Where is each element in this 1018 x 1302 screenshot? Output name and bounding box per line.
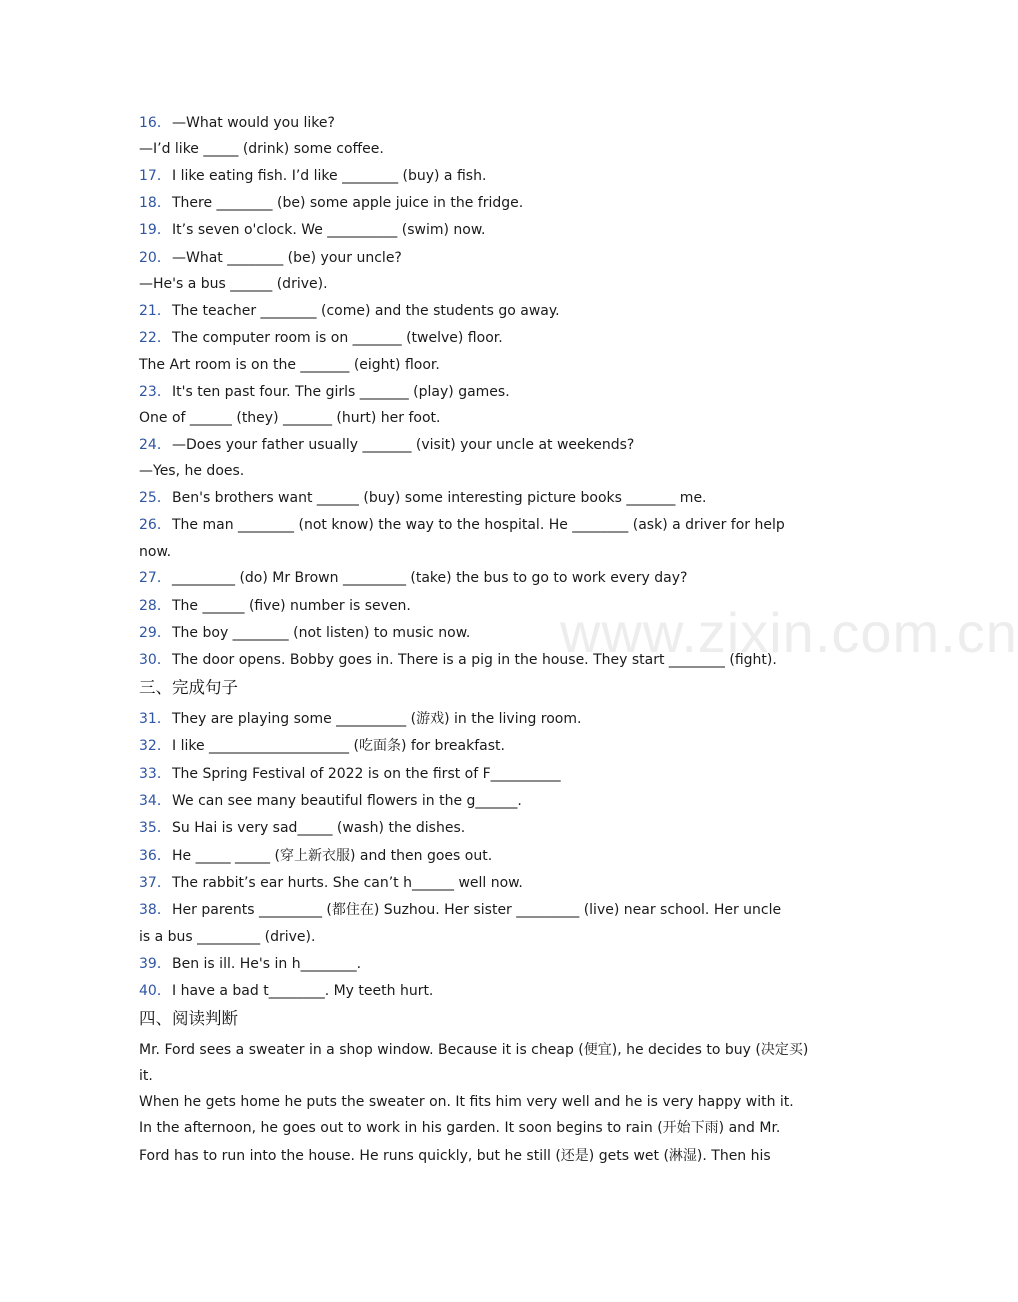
passage-line	[139, 1041, 809, 1059]
question-text: One of ______ (they) _______ (hurt) her foot.	[139, 410, 441, 426]
question-text: —What ________ (be) your uncle?	[172, 250, 402, 266]
question-text: The teacher ________ (come) and the students go away.	[172, 303, 560, 319]
question-number: 32．	[139, 738, 171, 754]
question-number: 22．	[139, 330, 171, 346]
question-text: now.	[139, 544, 172, 560]
question-number: 24．	[139, 437, 171, 453]
question-38-cont	[139, 928, 789, 946]
question-text: The boy ________ (not listen) to music now.	[172, 625, 471, 641]
question-20	[139, 249, 789, 267]
question-text: The computer room is on _______ (twelve) floor.	[172, 330, 503, 346]
question-number: 17．	[139, 168, 171, 184]
question-number: 31．	[139, 711, 171, 727]
question-text: He _____ _____ (穿上新衣服) and then goes out.	[172, 848, 493, 864]
question-23	[139, 383, 789, 401]
question-text: —Yes, he does.	[139, 463, 245, 479]
question-number: 30．	[139, 652, 171, 668]
question-number: 29．	[139, 625, 171, 641]
question-text: The ______ (five) number is seven.	[172, 598, 411, 614]
question-38	[139, 901, 789, 919]
question-number: 18．	[139, 195, 171, 211]
question-text: There ________ (be) some apple juice in the fridge.	[172, 195, 524, 211]
question-number: 21．	[139, 303, 171, 319]
question-23-cont	[139, 409, 789, 427]
question-text: —I’d like _____ (drink) some coffee.	[139, 141, 384, 157]
question-37	[139, 874, 789, 892]
question-22	[139, 329, 789, 347]
question-text: The Spring Festival of 2022 is on the first of F__________	[172, 766, 561, 782]
question-number: 37．	[139, 875, 171, 891]
question-text: is a bus _________ (drive).	[139, 929, 316, 945]
question-text: They are playing some __________ (游戏) in the living room.	[172, 711, 582, 727]
question-16-answer	[139, 140, 789, 158]
question-number: 33．	[139, 766, 171, 782]
question-31	[139, 710, 789, 728]
question-text: I like ____________________ (吃面条) for breakfast.	[172, 738, 505, 754]
question-40	[139, 982, 789, 1000]
question-number: 23．	[139, 384, 171, 400]
question-26	[139, 516, 789, 534]
question-27	[139, 569, 789, 587]
question-text: The door opens. Bobby goes in. There is a pig in the house. They start ________ (fight).	[172, 652, 777, 668]
passage-text: Mr. Ford sees a sweater in a shop window. Because it is cheap (便宜), he decides to buy (决定买)	[139, 1042, 809, 1058]
question-35	[139, 819, 789, 837]
question-33	[139, 765, 789, 783]
passage-text: it.	[139, 1068, 153, 1084]
passage-line	[139, 1119, 789, 1137]
question-32	[139, 737, 789, 755]
question-text: The Art room is on the _______ (eight) floor.	[139, 357, 440, 373]
question-number: 28．	[139, 598, 171, 614]
question-19	[139, 221, 789, 239]
question-number: 34．	[139, 793, 171, 809]
question-number: 27．	[139, 570, 171, 586]
question-29	[139, 624, 789, 642]
question-number: 20．	[139, 250, 171, 266]
section-title: 三、完成句子	[139, 678, 238, 697]
passage-text: In the afternoon, he goes out to work in his garden. It soon begins to rain (开始下雨) and Mr.	[139, 1120, 781, 1136]
question-text: I have a bad t________. My teeth hurt.	[172, 983, 434, 999]
question-30	[139, 651, 789, 669]
passage-text: Ford has to run into the house. He runs quickly, but he still (还是) gets wet (淋湿). Then his	[139, 1148, 771, 1164]
question-text: Her parents _________ (都住在) Suzhou. Her sister _________ (live) near school. Her uncle	[172, 902, 782, 918]
passage-line	[139, 1093, 794, 1111]
question-28	[139, 597, 789, 615]
question-number: 16．	[139, 115, 171, 131]
question-number: 40．	[139, 983, 171, 999]
question-number: 36．	[139, 848, 171, 864]
question-21	[139, 302, 789, 320]
question-number: 39．	[139, 956, 171, 972]
question-text: Ben's brothers want ______ (buy) some interesting picture books _______ me.	[172, 490, 707, 506]
passage-text: When he gets home he puts the sweater on. It fits him very well and he is very happy with it.	[139, 1094, 794, 1110]
question-number: 19．	[139, 222, 171, 238]
question-39	[139, 955, 789, 973]
question-text: The man ________ (not know) the way to the hospital. He ________ (ask) a driver for help	[172, 517, 785, 533]
question-36	[139, 847, 789, 865]
question-text: I like eating fish. I’d like ________ (buy) a fish.	[172, 168, 487, 184]
section-title: 四、阅读判断	[139, 1009, 238, 1028]
question-24	[139, 436, 789, 454]
question-number: 35．	[139, 820, 171, 836]
question-text: —He's a bus ______ (drive).	[139, 276, 328, 292]
passage-line	[139, 1147, 789, 1165]
question-text: The rabbit’s ear hurts. She can’t h______ well now.	[172, 875, 523, 891]
question-18	[139, 194, 789, 212]
question-number: 38．	[139, 902, 171, 918]
question-22-cont	[139, 356, 789, 374]
question-text: —What would you like?	[172, 115, 335, 131]
question-text: Su Hai is very sad_____ (wash) the dishes.	[172, 820, 466, 836]
question-25	[139, 489, 789, 507]
passage-line	[139, 1067, 789, 1085]
question-number: 26．	[139, 517, 171, 533]
question-text: —Does your father usually _______ (visit) your uncle at weekends?	[172, 437, 635, 453]
question-34	[139, 792, 789, 810]
question-number: 25．	[139, 490, 171, 506]
question-text: It's ten past four. The girls _______ (play) games.	[172, 384, 510, 400]
question-17	[139, 167, 789, 185]
watermark: www.zixin.com.cn	[560, 601, 1018, 664]
question-20-answer	[139, 275, 789, 293]
question-16	[139, 114, 789, 132]
question-26-cont	[139, 543, 789, 561]
question-text: Ben is ill. He's in h________.	[172, 956, 362, 972]
question-text: It’s seven o'clock. We __________ (swim) now.	[172, 222, 486, 238]
question-text: We can see many beautiful flowers in the g______.	[172, 793, 522, 809]
question-text: _________ (do) Mr Brown _________ (take) the bus to go to work every day?	[172, 570, 688, 586]
question-24-answer	[139, 462, 789, 480]
